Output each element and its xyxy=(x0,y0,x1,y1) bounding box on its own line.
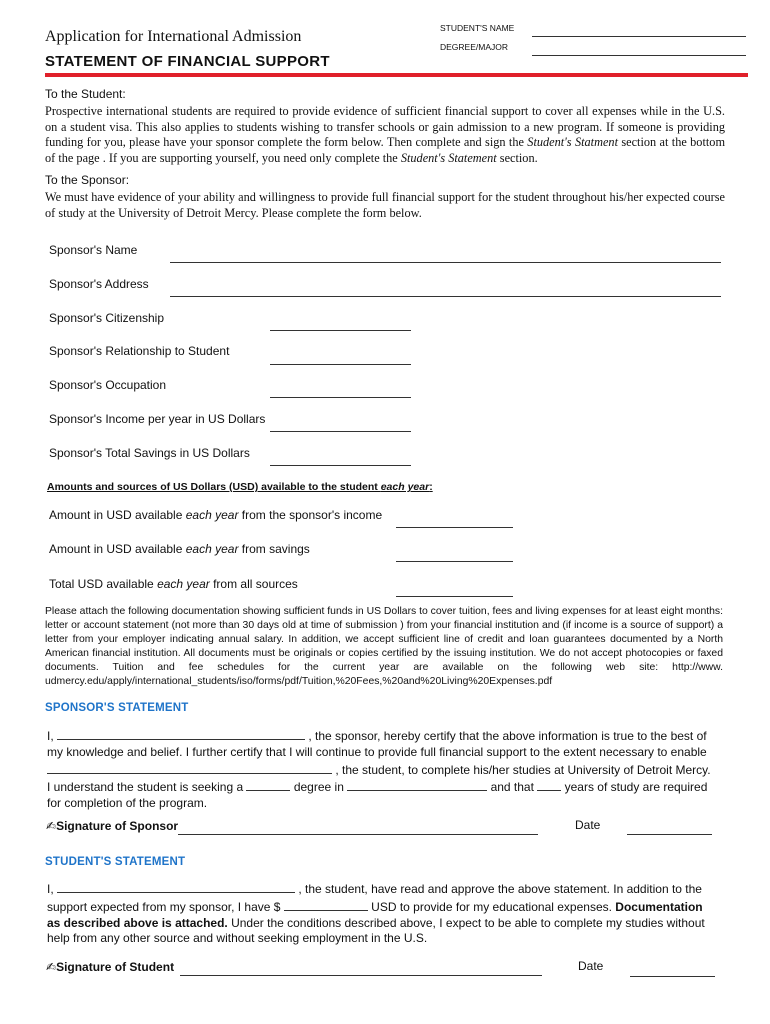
student-funds-field[interactable] xyxy=(284,898,368,911)
degree-major-label: DEGREE/MAJOR xyxy=(440,42,509,52)
sponsor-signature-field[interactable] xyxy=(178,834,538,835)
app-title: Application for International Admission xyxy=(45,28,302,45)
sponsor-occupation-field[interactable] xyxy=(270,397,411,398)
amount-income-label: Amount in USD available each year from the sponsor's income xyxy=(49,508,383,522)
sponsor-income-label: Sponsor's Income per year in US Dollars xyxy=(49,412,266,426)
sponsor-relationship-field[interactable] xyxy=(270,364,411,365)
sponsor-citizenship-field[interactable] xyxy=(270,330,411,331)
sponsor-statement-heading: SPONSOR'S STATEMENT xyxy=(45,702,189,714)
sponsor-savings-label: Sponsor's Total Savings in US Dollars xyxy=(49,446,250,460)
student-name-field[interactable] xyxy=(532,36,746,37)
sponsor-fullname-field[interactable] xyxy=(57,727,305,740)
sponsor-income-field[interactable] xyxy=(270,431,411,432)
sponsor-name-field[interactable] xyxy=(170,262,721,263)
sponsor-address-label: Sponsor's Address xyxy=(49,277,149,291)
sponsor-savings-field[interactable] xyxy=(270,465,411,466)
student-signature-label: ✍Signature of Student xyxy=(46,960,175,974)
page-title: STATEMENT OF FINANCIAL SUPPORT xyxy=(45,53,330,70)
amount-total-field[interactable] xyxy=(396,596,513,597)
student-name-statement-field[interactable] xyxy=(57,880,295,893)
header-divider xyxy=(45,73,748,77)
degree-field-input[interactable] xyxy=(347,778,487,791)
documentation-note: Please attach the following documentation showing sufficient funds in US Dollars to cover tuition, fees and living expenses for at least eight months: letter or account statement (not more than 30 days old at time of submission ) from your financial institution and (if income is a source of support) a letter from your employer indicating annual salary. In addition, we accept sufficient line of credit and loan guarantees documented by a North American financial institution. All documents must be originals or copies certified by the issuing institution. We do not accept photocopies or faxed documents. Tuition and fee schedules for the current year are available on the following web site: http://www. udmercy.edu/apply/international_students/iso/forms/pdf/Tuition,%20Fees,%20and%20Living%20Expenses.pdf xyxy=(45,606,723,687)
writing-hand-icon: ✍ xyxy=(46,960,57,974)
to-student-heading: To the Student: xyxy=(45,87,126,101)
sponsor-date-field[interactable] xyxy=(627,834,712,835)
student-name-label: STUDENT'S NAME xyxy=(440,23,515,33)
student-date-field[interactable] xyxy=(630,976,715,977)
sponsor-address-field[interactable] xyxy=(170,296,721,297)
amount-total-label: Total USD available each year from all sources xyxy=(49,577,298,591)
sponsor-date-label: Date xyxy=(575,818,601,832)
sponsor-occupation-label: Sponsor's Occupation xyxy=(49,378,167,392)
student-fullname-field[interactable] xyxy=(47,761,332,774)
years-of-study-field[interactable] xyxy=(537,778,561,791)
sponsor-relationship-label: Sponsor's Relationship to Student xyxy=(49,344,230,358)
to-sponsor-text: We must have evidence of your ability and willingness to provide full financial support for the student throughout his/her expected course of study at the University of Detroit Mercy. Please complete the form below. xyxy=(45,190,725,220)
to-sponsor-heading: To the Sponsor: xyxy=(45,173,130,187)
amount-income-field[interactable] xyxy=(396,527,513,528)
degree-type-field[interactable] xyxy=(246,778,290,791)
amount-savings-label: Amount in USD available each year from savings xyxy=(49,542,310,556)
amount-savings-field[interactable] xyxy=(396,561,513,562)
amounts-heading: Amounts and sources of US Dollars (USD) available to the student each year: xyxy=(47,481,433,493)
student-statement-text: I, , the student, have read and approve the above statement. In addition to the support expected from my sponsor, I have $ USD to provide for my educational expenses. Documentation as described above is attached. Under the conditions described above, I expect to be able to complete my studies without help from any other source and without seeking employment in the U.S. xyxy=(47,882,705,946)
student-statement-heading: STUDENT'S STATEMENT xyxy=(45,856,186,868)
sponsor-statement-text: I, , the sponsor, hereby certify that the above information is true to the best of my knowledge and belief. I further certify that I will continue to provide full financial support to the extent necessary to enable , the student, to complete his/her studies at University of Detroit Mercy. I understand the student is seeking a degree in and that years of study are required for completion of the program. xyxy=(47,729,711,811)
student-date-label: Date xyxy=(578,959,604,973)
to-student-text: Prospective international students are required to provide evidence of sufficient financial support to cover all expenses while in the U.S. on a student visa. This also applies to students wishing to transfer schools or gain admission to a new program. If someone is providing funding for you, please have your sponsor complete the form below. Then complete and sign the Student's Statment section at the bottom of the page . If you are supporting yourself, you need only complete the Student's Statement section. xyxy=(45,104,726,165)
sponsor-citizenship-label: Sponsor's Citizenship xyxy=(49,311,165,325)
sponsor-signature-label: ✍Signature of Sponsor xyxy=(46,819,179,833)
writing-hand-icon: ✍ xyxy=(46,819,57,833)
sponsor-name-label: Sponsor's Name xyxy=(49,243,138,257)
degree-major-field[interactable] xyxy=(532,55,746,56)
student-signature-field[interactable] xyxy=(180,975,542,976)
